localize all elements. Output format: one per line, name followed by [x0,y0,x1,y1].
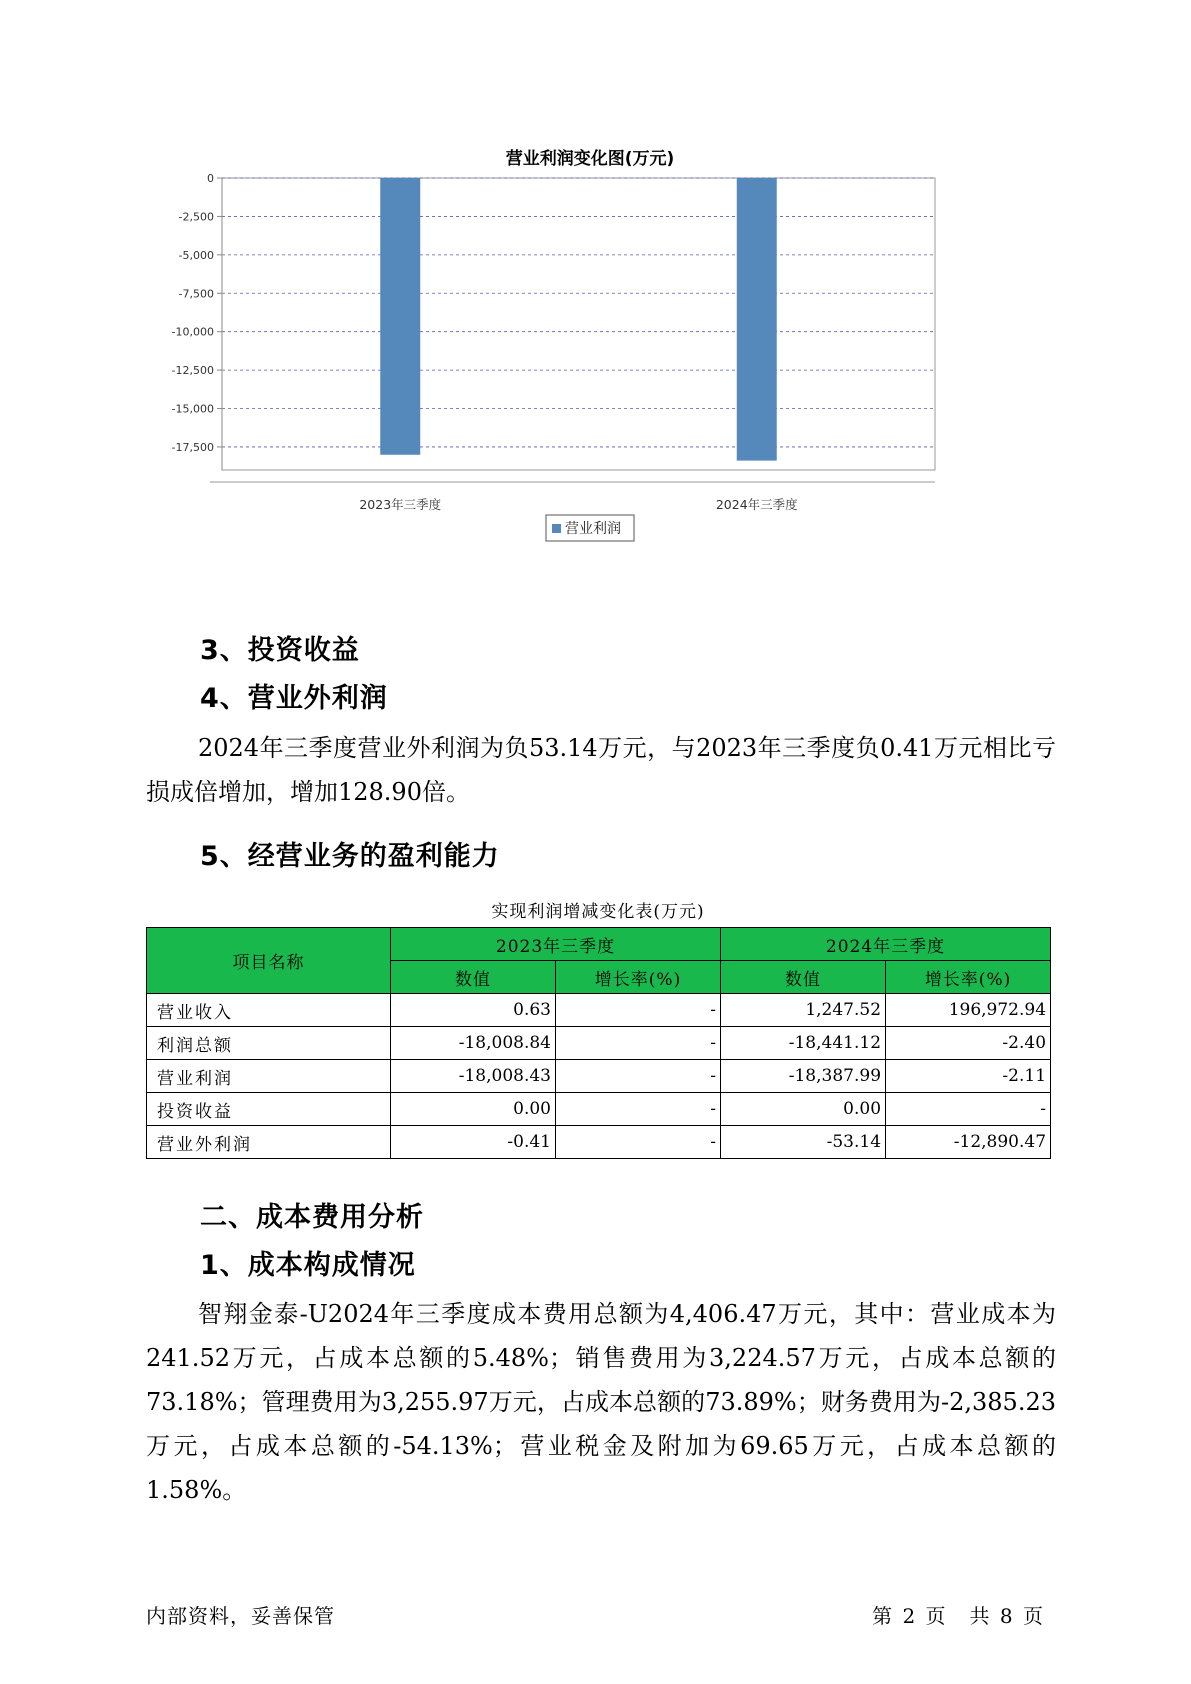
y-tick-label: -7,500 [178,287,214,301]
y-tick-label: -15,000 [171,402,214,416]
table-row [147,1027,1051,1060]
part-2-section-1-title: 1、成本构成情况 [200,1250,416,1281]
cell-growth-2023: - [556,1126,721,1159]
x-category-label: 2024年三季度 [715,497,798,512]
legend-swatch [552,524,561,533]
cell-value-2024: -18,441.12 [721,1027,886,1060]
footer-confidential-note: 内部资料，妥善保管 [146,1604,335,1628]
x-category-label: 2023年三季度 [359,497,442,512]
table-caption: 实现利润增减变化表(万元) [491,902,705,922]
chart-canvas [150,140,1030,595]
cell-value-2023: -18,008.43 [391,1060,556,1093]
cell-value-2024: -18,387.99 [721,1060,886,1093]
footer-page-number: 第 2 页 共 8 页 [872,1604,1045,1628]
section-3-title: 3、投资收益 [200,635,360,666]
section-4-title: 4、营业外利润 [200,683,388,714]
cost-structure-paragraph: 智翔金泰-U2024年三季度成本费用总额为4,406.47万元，其中：营业成本为241.52万元，占成本总额的5.48%；销售费用为3,224.57万元，占成本总额的73.18%；管理费用为3,255.97万元，占成本总额的73.89%；财务费用为-2,385.23万元，占成本总额的-54.13%；营业税金及附加为69.65万元，占成本总额的1.58%。 [146,1300,1056,1504]
row-name: 营业收入 [147,994,391,1027]
cell-growth-2024: 196,972.94 [886,994,1051,1027]
table-row [147,1093,1051,1126]
cell-value-2024: -53.14 [721,1126,886,1159]
operating-profit-chart [150,140,1030,595]
cell-growth-2024: -2.40 [886,1027,1051,1060]
header-growth-2024: 增长率(%) [886,961,1051,994]
cell-growth-2024: -2.11 [886,1060,1051,1093]
header-period-2024: 2024年三季度 [721,928,1051,961]
bar [380,178,420,455]
y-tick-label: -5,000 [178,248,214,262]
cell-growth-2023: - [556,1027,721,1060]
cell-value-2023: 0.00 [391,1093,556,1126]
chart-title: 营业利润变化图(万元) [505,149,675,169]
chart-gridlines [222,178,935,470]
table-row [147,994,1051,1027]
header-growth-2023: 增长率(%) [556,961,721,994]
cell-value-2023: -0.41 [391,1126,556,1159]
section-4-paragraph: 2024年三季度营业外利润为负53.14万元，与2023年三季度负0.41万元相比亏损成倍增加，增加128.90倍。 [146,734,1056,806]
y-tick-label: -17,500 [171,440,214,454]
legend-label: 营业利润 [565,521,621,537]
plot-area [222,178,935,470]
cell-growth-2024: - [886,1093,1051,1126]
header-value-2023: 数值 [391,961,556,994]
cell-value-2023: 0.63 [391,994,556,1027]
table-row [147,1126,1051,1159]
cell-value-2024: 1,247.52 [721,994,886,1027]
cell-value-2024: 0.00 [721,1093,886,1126]
section-5-title: 5、经营业务的盈利能力 [200,841,500,872]
cell-growth-2023: - [556,1060,721,1093]
cell-growth-2024: -12,890.47 [886,1126,1051,1159]
profit-change-table [146,927,1051,1159]
chart-x-axis [210,482,935,512]
row-name: 营业外利润 [147,1126,391,1159]
row-name: 营业利润 [147,1060,391,1093]
cell-value-2023: -18,008.84 [391,1027,556,1060]
header-value-2024: 数值 [721,961,886,994]
chart-y-axis [172,172,222,470]
header-period-2023: 2023年三季度 [391,928,721,961]
row-name: 投资收益 [147,1093,391,1126]
cell-growth-2023: - [556,994,721,1027]
table-row [147,1060,1051,1093]
y-tick-label: -2,500 [178,210,214,224]
header-item-name: 项目名称 [147,928,391,994]
y-tick-label: -12,500 [171,364,214,378]
cell-growth-2023: - [556,1093,721,1126]
y-tick-label: -10,000 [171,325,214,339]
row-name: 利润总额 [147,1027,391,1060]
y-tick-label: 0 [207,172,214,185]
part-2-title: 二、成本费用分析 [200,1202,424,1233]
bar [737,178,777,461]
chart-legend [546,515,634,541]
